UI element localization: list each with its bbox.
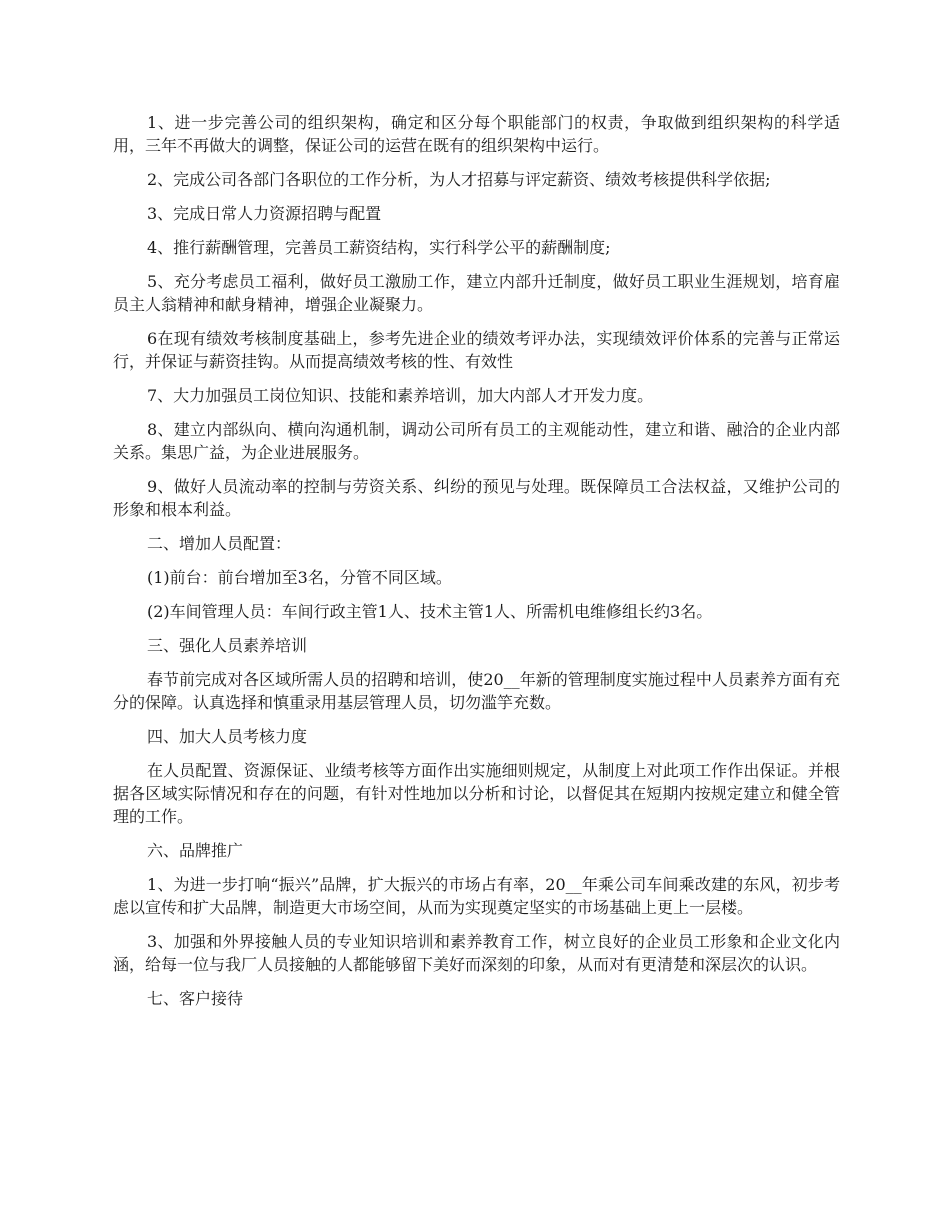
document-body [113,111,840,1021]
paragraph-brand-strategy: 1、为进一步打响“振兴”品牌，扩大振兴的市场占有率，20__年乘公司车间乘改建的东风，初步考虑以宣传和扩大品牌，制造更大市场空间，从而为实现奠定坚实的市场基础上更上一层楼。 [113,875,840,917]
paragraph-performance-review: 6在现有绩效考核制度基础上，参考先进企业的绩效考评办法，实现绩效评价体系的完善与正常运行，并保证与薪资挂钩。从而提高绩效考核的性、有效性 [113,329,840,371]
paragraph-recruitment: 3、完成日常人力资源招聘与配置 [147,204,382,223]
paragraph-job-analysis: 2、完成公司各部门各职位的工作分析，为人才招募与评定薪资、绩效考核提供科学依据; [147,170,771,189]
paragraph-employee-welfare: 5、充分考虑员工福利，做好员工激励工作，建立内部升迁制度，做好员工职业生涯规划，培育雇员主人翁精神和献身精神，增强企业凝聚力。 [113,272,840,314]
heading-customer-reception: 七、客户接待 [147,989,244,1008]
paragraph-assessment-rules: 在人员配置、资源保证、业绩考核等方面作出实施细则规定，从制度上对此项工作作出保证。并根据各区域实际情况和存在的问题，有针对性地加以分析和讨论，以督促其在短期内按规定建立和健全管理的工作。 [113,761,840,826]
paragraph-labor-relations: 9、做好人员流动率的控制与劳资关系、纠纷的预见与处理。既保障员工合法权益，又维护公司的形象和根本利益。 [113,477,840,519]
paragraph-front-desk: (1)前台：前台增加至3名，分管不同区域。 [147,568,452,587]
paragraph-workshop-managers: (2)车间管理人员：车间行政主管1人、技术主管1人、所需机电维修组长约3名。 [147,602,713,621]
heading-brand-promotion: 六、品牌推广 [147,841,244,860]
paragraph-external-staff-training: 3、加强和外界接触人员的专业知识培训和素养教育工作，树立良好的企业员工形象和企业文化内涵，给每一位与我厂人员接触的人都能够留下美好而深刻的印象，从而对有更清楚和深层次的认识。 [113,932,840,974]
paragraph-training: 7、大力加强员工岗位知识、技能和素养培训，加大内部人才开发力度。 [147,386,654,405]
paragraph-compensation: 4、推行薪酬管理，完善员工薪资结构，实行科学公平的薪酬制度; [147,238,611,257]
paragraph-spring-festival-training: 春节前完成对各区域所需人员的招聘和培训，使20__年新的管理制度实施过程中人员素养方面有充分的保障。认真选择和慎重录用基层管理人员，切勿滥竽充数。 [113,670,840,712]
heading-staffing: 二、增加人员配置： [147,534,292,553]
paragraph-org-structure: 1、进一步完善公司的组织架构，确定和区分每个职能部门的权责，争取做到组织架构的科学适用，三年不再做大的调整，保证公司的运营在既有的组织架构中运行。 [113,113,840,155]
heading-assessment: 四、加大人员考核力度 [147,727,308,746]
paragraph-communication: 8、建立内部纵向、横向沟通机制，调动公司所有员工的主观能动性，建立和谐、融洽的企业内部关系。集思广益，为企业进展服务。 [113,420,840,462]
heading-quality-training: 三、强化人员素养培训 [147,636,308,655]
